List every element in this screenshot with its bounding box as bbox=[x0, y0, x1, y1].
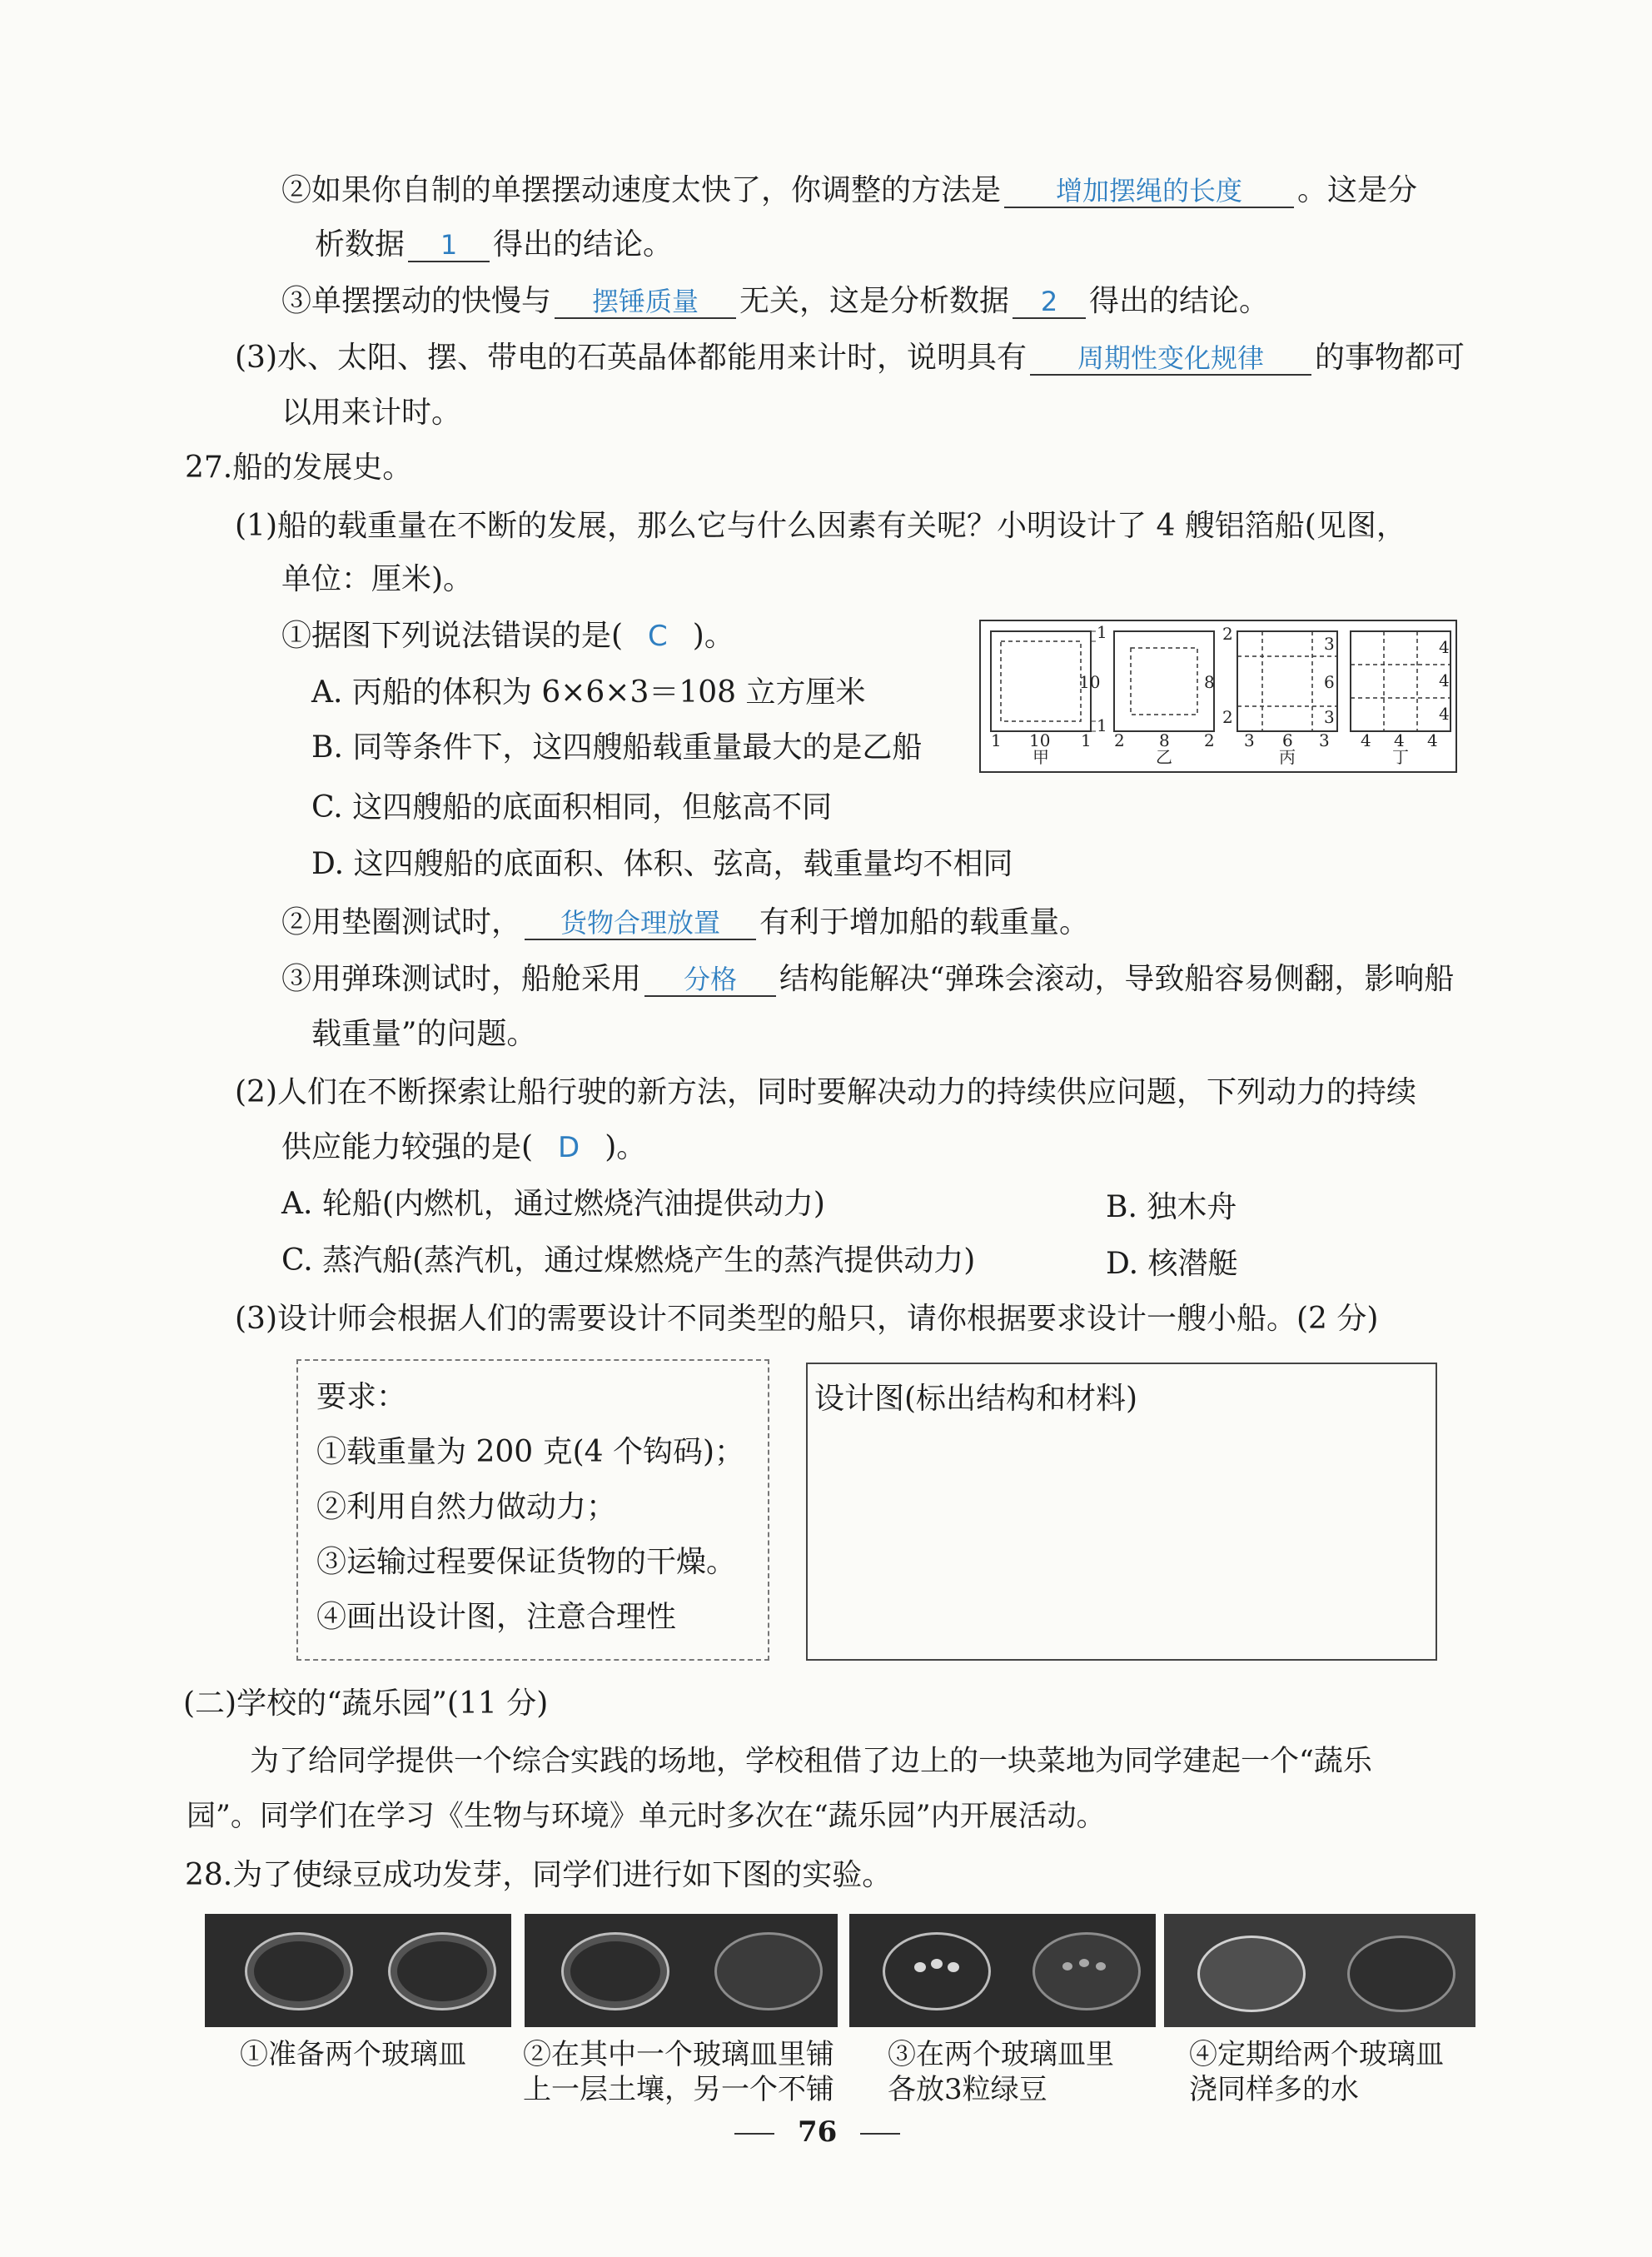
q26-l4-pre: (3)水、太阳、摆、带电的石英晶体都能用来计时，说明具有 bbox=[235, 341, 1027, 375]
dash-left bbox=[734, 2133, 774, 2135]
dim-label: 1 bbox=[1081, 730, 1092, 750]
dim-label: 3 bbox=[1324, 707, 1335, 727]
caption-step3-line2: 各放3粒绿豆 bbox=[888, 2073, 1047, 2106]
caption-step2-line1: ②在其中一个玻璃皿里铺 bbox=[523, 2038, 834, 2071]
glass-dish bbox=[561, 1932, 669, 2010]
q27-sub3 bbox=[281, 961, 1454, 997]
q26-l1-post: 。这是分 bbox=[1297, 173, 1418, 207]
answer-blank[interactable]: 货物合理放置 bbox=[525, 907, 756, 940]
dim-label: 2 bbox=[1114, 730, 1125, 750]
q27-p2-post: )。 bbox=[605, 1130, 647, 1164]
q26-line3 bbox=[281, 283, 1269, 319]
dim-label: 8 bbox=[1204, 672, 1215, 692]
dim-label: 4 bbox=[1439, 704, 1450, 724]
q27-sub2-post: 有利于增加船的载重量。 bbox=[759, 905, 1090, 939]
photo-step4 bbox=[1164, 1914, 1475, 2027]
requirements-title: 要求： bbox=[316, 1380, 407, 1414]
dim-label: 10 bbox=[1079, 672, 1101, 692]
dim-label: 8 bbox=[1159, 730, 1170, 750]
q27-p2-option-b: B. 独木舟 bbox=[1106, 1190, 1237, 1224]
dim-label: 6 bbox=[1324, 672, 1335, 692]
bean bbox=[1079, 1959, 1089, 1967]
answer-blank[interactable]: 增加摆绳的长度 bbox=[1004, 175, 1294, 208]
bean bbox=[1096, 1962, 1106, 1971]
q27-p2-line1: (2)人们在不断探索让船行驶的新方法，同时要解决动力的持续供应问题，下列动力的持续 bbox=[235, 1075, 1416, 1109]
q26-l1-pre: ②如果你自制的单摆摆动速度太快了，你调整的方法是 bbox=[281, 173, 1002, 207]
q27-p2-option-c: C. 蒸汽船(蒸汽机，通过煤燃烧产生的蒸汽提供动力) bbox=[281, 1243, 976, 1278]
q27-option-c: C. 这四艘船的底面积相同，但舷高不同 bbox=[311, 790, 833, 825]
q26-line5: 以用来计时。 bbox=[281, 396, 462, 430]
dim-label: 6 bbox=[1282, 730, 1293, 750]
requirement-item: ④画出设计图，注意合理性 bbox=[316, 1600, 677, 1634]
q27-p1-line2: 单位：厘米)。 bbox=[281, 562, 474, 596]
dim-label: 4 bbox=[1361, 730, 1371, 750]
page-number bbox=[734, 2115, 900, 2149]
boat-name: 乙 bbox=[1156, 747, 1172, 767]
dim-label: 2 bbox=[1222, 624, 1233, 644]
q27-sub1 bbox=[281, 618, 734, 654]
caption-step2-line2: 上一层土壤，另一个不铺 bbox=[523, 2073, 834, 2106]
photo-step1 bbox=[205, 1914, 511, 2027]
dim-label: 3 bbox=[1324, 634, 1335, 654]
page-number-text: 76 bbox=[798, 2115, 838, 2149]
requirement-item: ②利用自然力做动力； bbox=[316, 1490, 617, 1524]
q26-l3-pre: ③单摆摆动的快慢与 bbox=[281, 284, 552, 318]
answer-blank[interactable]: 2 bbox=[1013, 286, 1086, 319]
q26-line2 bbox=[315, 227, 673, 262]
q27-sub1-post: )。 bbox=[692, 619, 734, 653]
q27-p2-option-d: D. 核潜艇 bbox=[1106, 1247, 1238, 1281]
choice-answer[interactable]: D bbox=[558, 1131, 580, 1164]
q28-title: 28.为了使绿豆成功发芽，同学们进行如下图的实验。 bbox=[185, 1858, 893, 1892]
dim-label: 1 bbox=[1097, 715, 1107, 735]
q27-sub2-pre: ②用垫圈测试时， bbox=[281, 905, 522, 939]
answer-blank[interactable]: 摆锤质量 bbox=[555, 286, 736, 319]
dim-label: 3 bbox=[1319, 730, 1330, 750]
glass-dish bbox=[883, 1932, 991, 2010]
q27-option-a: A. 丙船的体积为 6×6×3＝108 立方厘米 bbox=[311, 675, 866, 710]
photo-step3 bbox=[849, 1914, 1156, 2027]
soil-dish bbox=[1032, 1932, 1141, 2010]
dim-label: 2 bbox=[1222, 707, 1233, 727]
dim-label: 1 bbox=[991, 730, 1002, 750]
q27-p1-line1: (1)船的载重量在不断的发展，那么它与什么因素有关呢？小明设计了 4 艘铝箔船(见图， bbox=[235, 509, 1406, 543]
q26-l3-mid: 无关，这是分析数据 bbox=[739, 284, 1010, 318]
q26-l3-post: 得出的结论。 bbox=[1089, 284, 1270, 318]
q27-option-d: D. 这四艘船的底面积、体积、弦高，载重量均不相同 bbox=[311, 847, 1013, 881]
q27-option-b: B. 同等条件下，这四艘船载重量最大的是乙船 bbox=[311, 730, 923, 765]
design-label: 设计图(标出结构和材料) bbox=[814, 1382, 1138, 1416]
caption-step4-line1: ④定期给两个玻璃皿 bbox=[1189, 2038, 1444, 2071]
dim-label: 4 bbox=[1439, 670, 1450, 690]
q26-l2-post: 得出的结论。 bbox=[493, 227, 674, 262]
boat-diagram bbox=[979, 620, 1457, 773]
section2-intro-line1: 为了给同学提供一个综合实践的场地，学校租借了边上的一块菜地为同学建起一个“蔬乐 bbox=[250, 1745, 1372, 1778]
q27-sub3-post: 结构能解决“弹珠会滚动，导致船容易侧翻，影响船 bbox=[779, 962, 1455, 996]
glass-dish bbox=[245, 1932, 353, 2010]
answer-blank[interactable]: 分格 bbox=[644, 964, 776, 997]
caption-step1: ①准备两个玻璃皿 bbox=[240, 2038, 466, 2071]
caption-step3-line1: ③在两个玻璃皿里 bbox=[888, 2038, 1114, 2071]
glass-dish bbox=[388, 1932, 496, 2010]
dim-label: 4 bbox=[1439, 637, 1450, 657]
q26-l2-pre: 析数据 bbox=[315, 227, 406, 262]
bean bbox=[914, 1962, 926, 1972]
bean bbox=[931, 1959, 943, 1969]
section2-intro-line2: 园”。同学们在学习《生物与环境》单元时多次在“蔬乐园”内开展活动。 bbox=[187, 1800, 1106, 1833]
q26-l4-post: 的事物都可 bbox=[1315, 341, 1465, 375]
requirement-item: ①载重量为 200 克(4 个钩码)； bbox=[316, 1435, 745, 1469]
dim-label: 1 bbox=[1097, 622, 1107, 642]
photo-step2 bbox=[525, 1914, 838, 2027]
dim-label: 4 bbox=[1427, 730, 1438, 750]
bean bbox=[948, 1962, 959, 1972]
dim-label: 2 bbox=[1204, 730, 1215, 750]
answer-blank[interactable]: 周期性变化规律 bbox=[1030, 342, 1311, 376]
boat-name: 丙 bbox=[1279, 747, 1296, 767]
bean bbox=[1062, 1962, 1072, 1971]
q27-p2-line2 bbox=[281, 1129, 646, 1165]
q27-p2-option-a: A. 轮船(内燃机，通过燃烧汽油提供动力) bbox=[281, 1187, 825, 1221]
choice-answer[interactable]: C bbox=[648, 620, 668, 653]
requirement-item: ③运输过程要保证货物的干燥。 bbox=[316, 1545, 737, 1579]
q27-title: 27.船的发展史。 bbox=[185, 451, 413, 485]
dim-label: 4 bbox=[1394, 730, 1405, 750]
glass-dish bbox=[1197, 1936, 1306, 2012]
q26-line1 bbox=[281, 172, 1417, 208]
soil-dish bbox=[714, 1932, 823, 2010]
dim-label: 10 bbox=[1029, 730, 1051, 750]
dash-right bbox=[860, 2133, 900, 2135]
caption-step4-line2: 浇同样多的水 bbox=[1189, 2073, 1359, 2106]
answer-blank[interactable]: 1 bbox=[408, 229, 490, 262]
q27-p2-pre: 供应能力较强的是( bbox=[281, 1130, 534, 1164]
q27-p3: (3)设计师会根据人们的需要设计不同类型的船只，请你根据要求设计一艘小船。(2 分) bbox=[235, 1302, 1379, 1336]
q27-sub1-pre: ①据图下列说法错误的是( bbox=[281, 619, 624, 653]
boat-name: 甲 bbox=[1032, 747, 1049, 767]
q27-sub3-pre: ③用弹珠测试时，船舱采用 bbox=[281, 962, 642, 996]
q27-sub2 bbox=[281, 904, 1089, 940]
q26-line4 bbox=[235, 340, 1465, 376]
soil-dish bbox=[1347, 1936, 1455, 2012]
boat-name: 丁 bbox=[1392, 747, 1409, 767]
dim-label: 3 bbox=[1244, 730, 1255, 750]
q27-sub3-line2: 载重量”的问题。 bbox=[311, 1017, 537, 1051]
section2-title: (二)学校的“蔬乐园”(11 分) bbox=[183, 1687, 549, 1721]
